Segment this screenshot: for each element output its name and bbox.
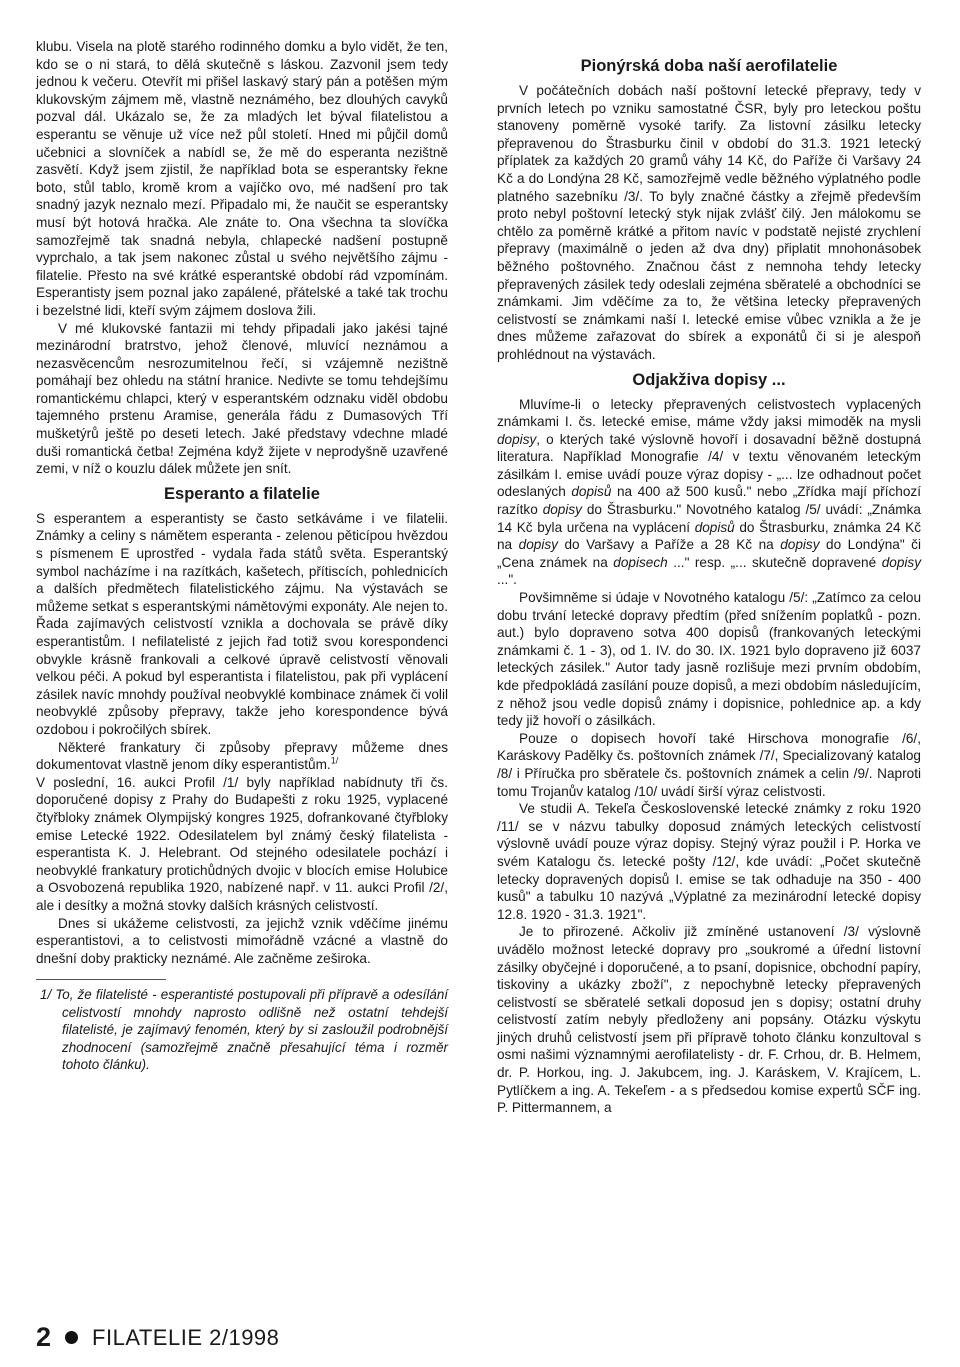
body-paragraph: Povšimněme si údaje v Novotného katalogu /5/: „Zatímco za celou dobu trvání letecké dopravy předtím (před snížením poplatků - pozn. aut.) bylo dopraveno sotva 400 dopisů (frankovaných leteckými známkami č. 1 - 3), od 1. IV. do 30. IX. 1921 bylo dopraveno již 6037 leteckých zásilek." Autor tady jasně rozlišuje mezi prvním obdobím, kde předpokládá zasílání pouze dopisů, a mezi obdobím následujícím, z něhož jsou vedle dopisů známy i dopisnice, pohlednice ap. a kdy tedy již hovoří o zásilkách.: [497, 590, 921, 729]
section-heading: Esperanto a filatelie: [164, 484, 320, 503]
footnote-mark: 1/: [40, 987, 52, 1003]
italic-term: dopisy: [780, 537, 820, 553]
body-paragraph: [497, 396, 921, 590]
body-paragraph: V poslední, 16. aukci Profil /1/ byly například nabídnuty tři čs. doporučené dopisy z Prahy do Budapešti z roku 1925, vyplacené čtyřbloky známek Olympijský kongres 1925, dofrankované čtyřbloky emise Letecké 1922. Odesilatelem byl známý český filatelista - esperantista K. J. Helebrant. Od stejného odesilatele pochází i neobvyklé frankatury protichůdných dvojic v blocích emise Holubice a Osvobozená republika 1920, nabízené např. v 11. aukci Profil /2/, ale i desítky a možná stovky dalších krásných celistvostí.: [36, 774, 448, 913]
text-run: do Štrasburku, známka 24 Kč na: [497, 519, 921, 553]
text-run: ..." resp. „... skutečně dopravené: [667, 554, 882, 570]
body-paragraph: V mé klukovské fantazii mi tehdy připadali jako jakési tajné mezinárodní bratrstvo, jehož členové, mluvící neznámou a nezasvěcencům nesrozumitelnou řečí, si vzájemně nezištně pomáhají bez ohledu na státní hranice. Nedivte se tomu tehdejšímu romantickému chlapci, který v esperantském odznaku viděl obdobu tajemného prstenu Aramise, generála řádu z Dumasových Tří mušketýrů ještě po deseti letech. Jaké představy vdechne mladé duši romantická četba! Zejména když žijete v neprodyšně uzavřené zemi, v níž o kouzlu dálek můžete jen snít.: [36, 320, 448, 477]
section-heading: Pionýrská doba naší aerofilatelie: [580, 57, 838, 75]
body-paragraph: klubu. Visela na plotě starého rodinného domku a bylo vidět, že ten, kdo se o ni stará, to dělá skutečně s láskou. Zazvonil jsem tedy jednou k večeru. Otevřít mi přišel laskavý starý pán a potěšen mým klukovským zájmem mě, vlastně neznámého, bez dlouhých cavyků pozval dál. Ukázalo se, že za mladých let býval filatelistou a esperantu se věnuje už více než půl století. Hned mi půjčil domů učebnici a slovníček a nabídl se, že mě do esperanta nezištně zasvětí. Když jsem zjistil, že například bota se esperantsky řekne boto, stůl tablo, kromě krom a vajíčko ovo, mé nadšení pro tak snadný jazyk neznalo mezí. Připadalo mi, že naučit se esperantsky musí být hotová hračka. Ale znáte to. Ona všechna ta slovíčka samozřejmě tak snadná nebyla, chlapecké nadšení postupně vyprchalo, a tak jsem nakonec zůstal u svého největšího zájmu - filatelie. Přesto na své krátké esperantské období rád vzpomínám. Esperantisty jsem poznal jako zapálené, přátelské a také tak trochu i bezelstné lidi, kteří svým zájmem doslova žili.: [36, 39, 448, 318]
text-run: do Štrasburku." Novotného katalog /5/ uvádí: „Známka 14 Kč byla určena na vyplácení: [497, 502, 921, 535]
footnote-divider: [36, 979, 166, 980]
section-heading: Odjakživa dopisy ...: [632, 370, 786, 389]
body-paragraph: V počátečních dobách naší poštovní letecké přepravy, tedy v prvních letech po vzniku samostatné ČSR, byly pro leteckou poštu stanoveny poměrně vysoké tarify. Za listovní zásilku letecky přepravenou do Štrasburku činil v období do 31.3. 1921 letecký příplatek za každých 20 gramů váhy 14 Kč, do Paříže či Varšavy 24 Kč a do Londýna 28 Kč, samozřejmě vedle běžného výplatného podle platného sazebníku /3/. To byly značné částky a zřejmě především proto nebyl poštovní letecký styk nijak zvlášť čilý. Jen málokomu se chtělo za poměrně krátké a přitom navíc v podstatě nejisté zrychlení přepravy (maximálně o jeden až dva dny) připlatit mnohonásobek běžného poštovného. Značnou část z nemnoha tehdy letecky přepravených zásilek tedy odeslali zejména sběratelé a obchodníci se známkami. Jim vděčíme za to, že většina letecky přepravených celistvostí se známkami naší I. letecké emise vůbec vznikla a že je dnes můžeme zařazovat do sbírek a exponátů či si je alespoň prohlédnout na výstavách.: [497, 83, 921, 362]
footnote-text: To, že filatelisté - esperantisté postupovali při přípravě a odesílání celistvostí mnohdy naprosto odlišně než ostatní tehdejší filatelisté, je zajímavý fenomén, který by si zasloužil podrobnější zhodnocení (samozřejmě značně přesahující téma i rozměr tohoto článku).: [55, 987, 448, 1072]
footnote: [36, 986, 448, 1073]
italic-term: dopisech: [613, 554, 668, 570]
italic-term: dopisy: [518, 537, 558, 553]
body-paragraph: Ve studii A. Tekeľa Československé letecké známky z roku 1920 /11/ se v názvu tabulky doposud známých leteckých celistvostí výslovně uvádí pouze výraz dopisy. Stejný výraz použil i P. Horka ve svém Katalogu čs. letecké pošty /12/, kde uvádí: „Počet skutečně letecky dopravených dopisů I. emise se tak odhaduje na 350 - 400 kusů" a tabulku 10 nazývá „Výplatné za mezinárodní letecké dopisy 12.8. 1920 - 31.3. 1921".: [497, 801, 921, 922]
page-footer: [36, 1322, 279, 1353]
bullet-dot-icon: [65, 1331, 78, 1344]
text-run: ...".: [497, 572, 517, 588]
page-number: 2: [36, 1322, 52, 1352]
italic-term: dopisy: [497, 431, 537, 447]
text-run: , o kterých také výslovně hovoří i dosavadní běžně dostupná literatura. Například Monografie /4/ v textu věnovaném leteckým zásilkám I. emise uvádí pouze výraz dopisy - „... lze odhadnout počet odeslaných: [497, 431, 921, 500]
body-paragraph: Je to přirozené. Ačkoliv již zmíněné ustanovení /3/ výslovně uvádělo možnost letecké dopravy pro „soukromé a úřední listovní zásilky obyčejné i doporučené, a to psaní, dopisnice, obchodní papíry, tiskoviny a ukázky zboží", z nepochybně letecky přepravených celistvostí se sběratelé setkali doposud jen s dopisy; ostatní druhy celistvostí zatím nebyly předloženy ani popsány. Otázku výskytu jiných druhů celistvostí jsem při přípravě tohoto článku konzultoval s osmi našimi významnými aerofilatelisty - dr. F. Crhou, dr. B. Helmem, dr. P. Horkou, ing. J. Jakubcem, ing. J. Karáskem, V. Krajícem, L. Pytlíčkem a ing. A. Tekeľem - a s předsedou komise expertů SČF ing. P. Pittermannem, a: [497, 924, 921, 1116]
italic-term: dopisy: [881, 554, 921, 570]
text-run: Mluvíme-li o letecky přepravených celistvostech vyplacených známkami I. čs. letecké emise, máme vždy jaksi mimoděk na mysli: [497, 396, 921, 430]
body-paragraph: Dnes si ukážeme celistvosti, za jejichž vznik vděčíme jinému esperantistovi, a to celistvosti mimořádně vzácné a vlastně do dnešní doby prakticky neznámé. Ale začněme zeširoka.: [36, 915, 448, 966]
text-run: do Londýna" či „Cena známek na: [497, 537, 921, 570]
body-paragraph: [36, 739, 448, 774]
italic-term: dopisy: [542, 502, 582, 518]
italic-term: dopisů: [694, 519, 735, 535]
paragraph-text: Některé frankatury či způsoby přepravy můžeme dnes dokumentovat vlastně jenom díky esperantistům.: [36, 739, 448, 773]
body-paragraph: S esperantem a esperantisty se často setkáváme i ve filatelii. Známky a celiny s námětem esperanta - zelenou pěticípou hvězdou s písmenem E uprostřed - vydala řada států světa. Esperantský symbol nacházíme i na razítkách, kašetech, přítiscích, pohlednicích a dalších předmětech filatelistického zájmu. Na výstavách se můžeme setkat s esperantskými námětovými exponáty. Ale nejen to. Řada zajímavých celistvostí vznikla a dochovala se právě díky esperantistům. I nefilatelisté z jejich řad totiž svou korespondenci obvykle krásně frankovali a celkové úpravě celistvostí věnovali velkou péči. A pokud byl esperantista i filatelistou, pak při vyplácení zásilek navíc mnohdy používal neobvyklé kombinace známek či volil neobvyklé způsoby přepravy, takže jeho korespondence bývá ozdobou i pokročilých sbírek.: [36, 510, 448, 737]
body-paragraph: Pouze o dopisech hovoří také Hirschova monografie /6/, Karáskovy Padělky čs. poštovních známek /7/, Specializovaný katalog /8/ i Příručka pro sběratele čs. poštovních známek a celin /9/. Naproti tomu Trojanův katalog /10/ uvádí širší výraz celistvosti.: [497, 730, 921, 799]
left-column: [36, 38, 448, 1073]
right-column: [497, 56, 921, 1117]
text-run: na 400 až 500 kusů." nebo „Zřídka mají příchozí razítko: [497, 484, 921, 518]
footnote-reference: 1/: [330, 755, 339, 766]
text-run: do Varšavy a Paříže a 28 Kč na: [557, 537, 781, 553]
magazine-issue: FILATELIE 2/1998: [92, 1324, 280, 1350]
italic-term: dopisů: [571, 484, 612, 500]
